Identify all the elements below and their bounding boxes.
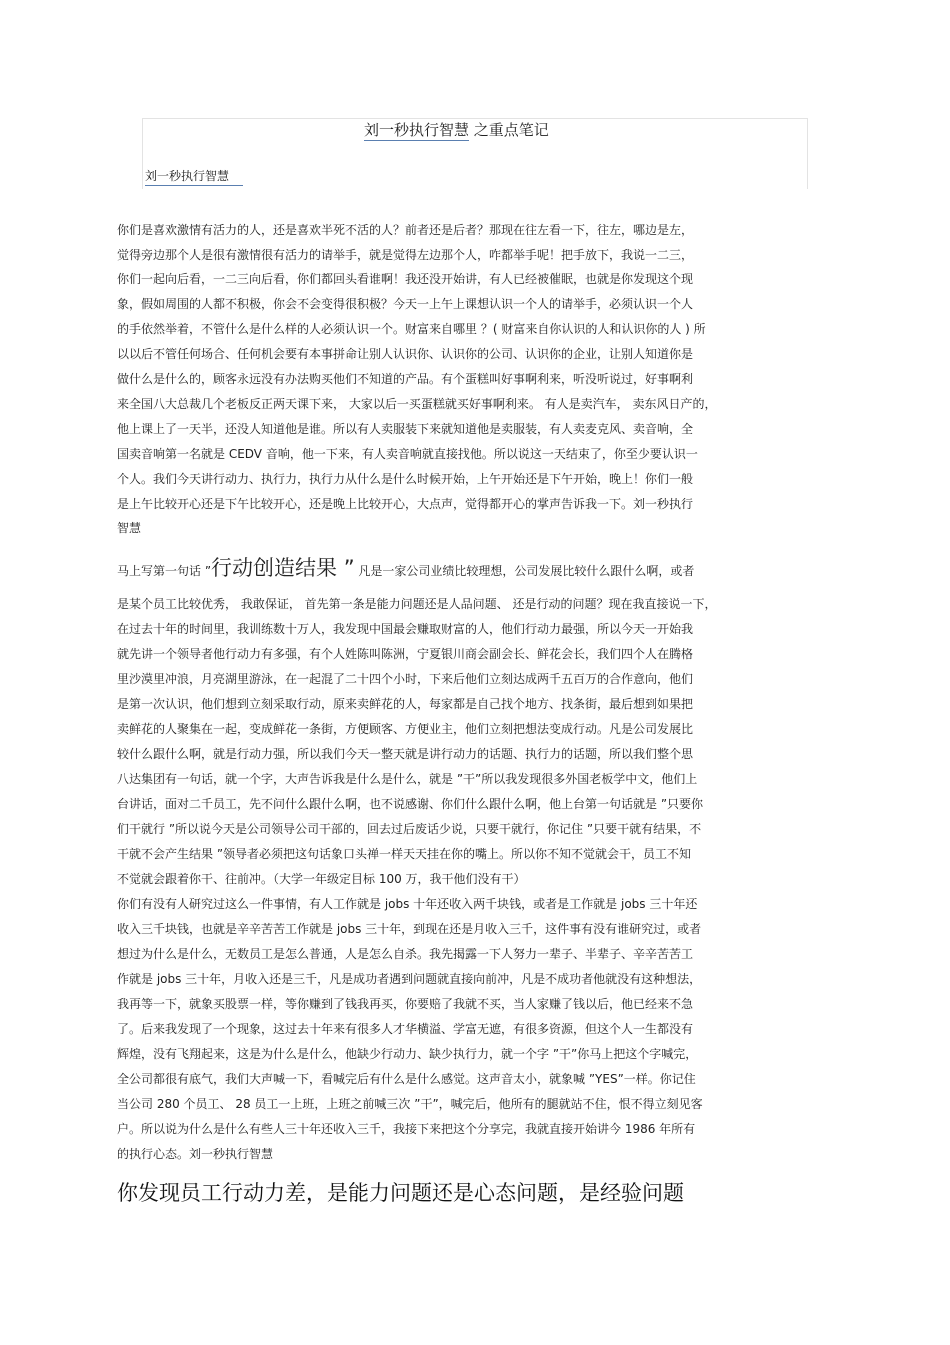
slogan-emphasis: 行动创造结果 ” <box>211 556 355 580</box>
document-title <box>364 119 549 140</box>
text-line: 在过去十年的时间里，我训练数十万人，我发现中国最会赚取财富的人，他们行动力最强，所以今天一开始我 <box>117 622 694 636</box>
text-line: 不觉就会跟着你干、往前冲。（大学一年级定目标 100 万，我干他们没有干） <box>117 872 526 886</box>
text-line: 国卖音响第一名就是 CEDV 音响，他一下来，有人卖音响就直接找他。所以说这一天结束了，你至少要认识一 <box>117 447 698 461</box>
text-line: 就先讲一个领导者他行动力有多强，有个人姓陈叫陈洲，宁夏银川商会副会长、鲜花会长，我们四个人在腾格 <box>117 647 694 661</box>
slogan-prefix: 马上写第一句话 ” <box>117 564 212 578</box>
text-line: 卖鲜花的人聚集在一起，变成鲜花一条街，方便顾客、方便业主，他们立刻把想法变成行动。凡是公司发展比 <box>117 722 694 736</box>
text-line: 户。所以说为什么是什么有些人三十年还收入三千，我接下来把这个分享完，我就直接开始讲今 1986 年所有 <box>117 1122 696 1136</box>
section-heading: 你发现员工行动力差，是能力问题还是心态问题，是经验问题 <box>117 1181 684 1205</box>
text-line: 的执行心态。刘一秒执行智慧 <box>117 1147 274 1161</box>
text-line: 你们一起向后看，一二三向后看，你们都回头看谁啊！我还没开始讲，有人已经被催眠，也就是你发现这个现 <box>117 272 694 286</box>
text-line: 你们有没有人研究过这么一件事情，有人工作就是 jobs 十年还收入两千块钱，或者是工作就是 jobs 三十年还 <box>117 897 698 911</box>
text-line: 里沙漠里冲浪，月亮湖里游泳，在一起混了二十四个小时，下来后他们立刻达成两千五百万的合作意向，他们 <box>117 672 694 686</box>
slogan-line <box>117 555 694 584</box>
header-link[interactable]: 刘一秒执行智慧 <box>145 167 243 186</box>
text-line: 八达集团有一句话，就一个字，大声告诉我是什么是什么，就是 ”干”所以我发现很多外国老板学中文，他们上 <box>117 772 698 786</box>
text-line: 觉得旁边那个人是很有激情很有活力的请举手，就是觉得左边那个人，咋都举手呢！把手放下，我说一二三， <box>117 248 694 262</box>
text-line: 是上午比较开心还是下午比较开心，还是晚上比较开心，大点声，觉得都开心的掌声告诉我一下。刘一秒执行 <box>117 497 694 511</box>
text-line: 台讲话，面对二千员工，先不问什么跟什么啊，也不说感谢、你们什么跟什么啊，他上台第一句话就是 ”只要你 <box>117 797 704 811</box>
text-line: 做什么是什么的，顾客永远没有办法购买他们不知道的产品。有个蛋糕叫好事啊利来，听没听说过，好事啊利 <box>117 372 694 386</box>
text-line: 们干就行 ”所以说今天是公司领导公司干部的，回去过后废话少说，只要干就行，你记住 ”只要干就有结果，不 <box>117 822 702 836</box>
text-line: 想过为什么是什么，无数员工是怎么普通，人是怎么自杀。我先揭露一下人努力一辈子、半辈子、辛辛苦苦工 <box>117 947 694 961</box>
text-line: 智慧 <box>117 521 142 535</box>
text-line: 全公司都很有底气，我们大声喊一下，看喊完后有什么是什么感觉。这声音太小，就象喊 ”YES”一样。你记住 <box>117 1072 696 1086</box>
title-suffix: 之重点笔记 <box>469 121 549 139</box>
text-line: 我再等一下，就象买股票一样，等你赚到了钱我再买，你要赔了我就不买，当人家赚了钱以后，他已经来不急 <box>117 997 694 1011</box>
text-line: 辉煌，没有飞翔起来，这是为什么是什么，他缺少行动力、缺少执行力，就一个字 ”干”你马上把这个字喊完， <box>117 1047 698 1061</box>
text-line: 了。后来我发现了一个现象，这过去十年来有很多人才华横溢、学富无遮，有很多资源，但这个人一生都没有 <box>117 1022 694 1036</box>
text-line: 收入三千块钱，也就是辛辛苦苦工作就是 jobs 三十年，到现在还是月收入三千，这件事有没有谁研究过，或者 <box>117 922 702 936</box>
text-line: 是某个员工比较优秀， 我敢保证， 首先第一条是能力问题还是人品问题、 还是行动的问题？现在我直接说一下， <box>117 597 717 611</box>
text-line: 以以后不管任何场合、任何机会要有本事拼命让别人认识你、认识你的公司、认识你的企业，让别人知道你是 <box>117 347 694 361</box>
title-link[interactable]: 刘一秒执行智慧 <box>364 121 470 139</box>
text-line: 你们是喜欢激情有活力的人，还是喜欢半死不活的人？前者还是后者？那现在往左看一下，往左，哪边是左， <box>117 223 694 237</box>
text-line: 当公司 280 个员工、 28 员工一上班，上班之前喊三次 ”干”，喊完后，他所有的腿就站不住，恨不得立刻见客 <box>117 1097 703 1111</box>
text-line: 的手依然举着，不管什么是什么样的人必须认识一个。财富来自哪里 ？( 财富来自你认识的人和认识你的人 ) 所 <box>117 322 706 336</box>
text-line: 较什么跟什么啊，就是行动力强，所以我们今天一整天就是讲行动力的话题、执行力的话题，所以我们整个思 <box>117 747 694 761</box>
text-line: 是第一次认识，他们想到立刻采取行动，原来卖鲜花的人，每家都是自己找个地方、找条街，最后想到如果把 <box>117 697 694 711</box>
slogan-suffix: 凡是一家公司业绩比较理想，公司发展比较什么跟什么啊，或者 <box>354 564 695 578</box>
text-line: 来全国八大总裁几个老板反正两天课下来， 大家以后一买蛋糕就买好事啊利来。 有人是卖汽车， 卖东风日产的， <box>117 397 717 411</box>
text-line: 个人。我们今天讲行动力、执行力，执行力从什么是什么时候开始，上午开始还是下午开始，晚上！你们一般 <box>117 472 694 486</box>
text-line: 干就不会产生结果 ”领导者必须把这句话象口头禅一样天天挂在你的嘴上。所以你不知不觉就会干，员工不知 <box>117 847 692 861</box>
text-line: 他上课上了一天半，还没人知道他是谁。所以有人卖服装下来就知道他是卖服装，有人卖麦克风、卖音响，全 <box>117 422 694 436</box>
text-line: 作就是 jobs 三十年，月收入还是三千，凡是成功者遇到问题就直接向前冲，凡是不成功者他就没有这种想法， <box>117 972 702 986</box>
text-line: 象，假如周围的人都不积极，你会不会变得很积极？今天一上午上课想认识一个人的请举手，必须认识一个人 <box>117 297 694 311</box>
